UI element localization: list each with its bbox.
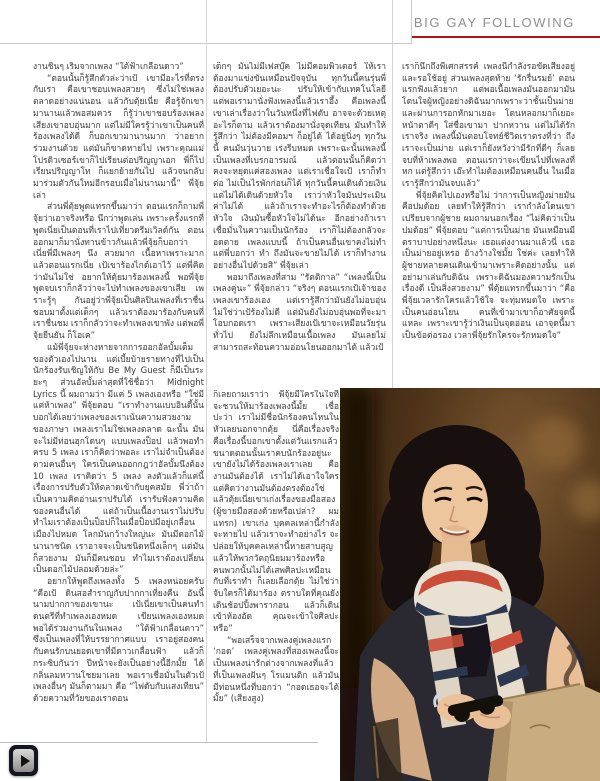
paragraph: งานชิ้นๆ เริ่มจากเพลง “ใต้ฟ้าเกลื่อนดาว”	[33, 62, 184, 72]
artist-photo-illustration	[340, 388, 600, 781]
paragraph: เราก็นึกถึงพี่เศกสรรค์ เพลงนี้กำลังรอขัดเสียงอยู่และรอใช้อยู่ ส่วนเพลงสุดท้าย ‘รักรื่นรมย์’ ตอนแรกฟังแล้วยาก แต่พอเนื้อเพลงมันออกมามันโดนใจผู้หญิงอย่างดิฉันมากเพราะว่าชั้นเป็นม่ายและผ่านการอกหักมาเยอะ โดนหลอกมาก็เยอะ หน้าตาดีๆ ใส่ชื่อเขามา ปากหวาน แต่ไม่ได้รักเราจริง เพลงนี้มันตอบโจทย์ชีวิตเราตรงที่ว่า ถึงเราจะเป็นม่าย แต่เราก็ยังหวังว่ามีรักที่ดีๆ ก็เลยจบที่ห้าเพลงพอ ตอนแรกว่าจะเขียนไปที่เพลงที่หก แต่รู้สึกว่า เอ๊ะทำไมต้องเหมือนคนอื่น ในเมื่อเรารู้สึกว่ามันจบแล้ว”	[402, 62, 575, 190]
paragraph: ก็เลยถามเราว่า พี่จุ้ยมีใครในใจที่จะชวนให้มาร้องเพลงนี้มั้ย เชื่อปะว่า เราไม่มีชื่อนักร้องคนไหนในหัวเลยนอกจากตุ้ย นี่คือเรื่องจริง คือเรื่องนี้บอกเขาตั้งแต่วันแรกแล้ว ขนาดตอนนั้นเราคบนักร้องอยู่นะ เขายังไม่ได้ร้องเพลงเราเลย คืองานมันต้องได้ เราไม่ได้เอาใจใคร แต่คิดว่างานมันต้องตรงต้องใช่ แล้วตุ้ยเนี่ยเขาเก่งเรื่องของมือสอง (ผู้ขายมือสองด้วยหรือเปล่า? ผมแทรก) เขาเก่ง บุคคลเหล่านี้กำลังจะหายไป แล้วเราจะทำอย่างไร จะปล่อยให้บุคคลเหล่านี้หายสาบสูญแล้วให้พวกวัตถุนิยมมาร้องหรือ คนพวกนั้นไม่ได้เสพศิลปะเหมือนกับที่เราทำ ก็เลยเลือกตุ้ย ไม่ใช่ว่าจับใครก็ได้มาร้อง ตราบใดที่คุณยังเดินช้อปปิ้งพารากอน แล้วก็เดินเข้าห้องอัด คุณจะเข้าใจศิลปะหรือ”	[213, 390, 339, 635]
play-button[interactable]	[9, 745, 38, 776]
paragraph: “ตอนนั้นก็รู้สึกตัวล่ะว่าเป้ เขามีอะไรที่ตรงกับเรา คือเขาชอบเพลงสวยๆ ซึ่งไม่ใช่เพลงตลาดอย่างแน่นอน แล้วกับตุ้ยเนี่ย คือรู้จักเขามานานแล้วพอสมควร ก็รู้ว่าเขาชอบร้องเพลง เสียงเขาอบอุ่นมาก แต่ไม่มีใครรู้ว่าเขาเป็นคนที่ร้องเพลงได้ดี ก็บอกเขามานานมาก ว่าอยากร่วมงานด้วย แต่มันก็ขาดหายไป เพราะคุณแม่โปรดิวเซอร์เขาก็ไปเรียนต่อปริญญาเอก พี่ก็ไปเรียนปริญญาโท ก็แยกย้ายกันไป แล้วจนกลับมาร่วมตัวกันใหม่อีกรอบเมื่อไม่นานมานี้” พี่จุ้ยเล่า	[33, 73, 204, 201]
header-accent-rule	[411, 36, 600, 38]
article-column-2-wide	[213, 62, 386, 388]
column-divider-left	[206, 0, 207, 743]
glass	[370, 718, 402, 781]
article-column-3	[402, 62, 575, 388]
paragraph: แม้พี่จุ้ยจะห่างหายจากการออกอัลบั้มเต็มของตัวเองไปนาน แต่เบี้ยบ้ายรายทางที่ไปเป็นนักร้องรับเชิญให้กับ Be My Guest ก็มีเป็นระยะๆ ส่วนอัลบั้มล่าสุดที่ใช้ชื่อว่า Midnight Lyrics นี้ ผมถามว่า มีแค่ 5 เพลงเองหรือ “ใช่มีแค่ห้าเพลง” พี่จุ้ยตอบ “เราทำงานแบบอินดี้นั้น บอกได้เลยว่าเพลงของเราเน้นความสวยงามของภาษา เพลงเราไม่ใช่เพลงตลาด ฉะนั้น มันจะไม่มีท่อนฮุกโดนๆ แบบเพลงป็อป แล้วพอทำครบ 5 เพลง เราก็คิดว่าพอละ เราไม่จำเป็นต้องตามคนอื่นๆ ใครเป็นคนออกกฎว่าอัลบั้มนึงต้อง 10 เพลง เราคิดว่า 5 เพลง ลงตัวแล้วก็แค่นี้ เรื่องการปรับตัวให้ตลาดเข้ากับยุคสมัย พี่ว่าถ้าเป็นความคิดอ่านเราปรับได้ เรารับฟังความคิดของคนอื่นได้ แต่ถ้าเป็นเนื้องานเราไม่ปรับ ทำไมเราต้องเป็นป็อปก็ในเมื่อป็อปมีอยู่เกลื่อนเมืองไปหมด โลกมันกว้างใหญ่นะ มันมีดอกไม้นานาชนิด เราอาจจะเป็นชนิดหนึ่งเล็กๆ แต่มันก็สวยงาม มันก็มีคนชอบ ทำไมเราต้องเปลี่ยนเป็นดอกไม้ปลอมด้วยล่ะ”	[33, 342, 204, 576]
paragraph: พอมาถึงเพลงที่สาม “รัตติกาล” “เพลงนี้เป็นเพลงคู่นะ” พี่จุ้ยกล่าว “จริงๆ ตอนแรกเป้เจ้าของเพลงเขาร้องเอง แต่เรารู้สึกว่ามันยังไม่อบอุ่น ไม่ใช่ว่าเป้ร้องไม่ดี แต่มันยังไม่อบอุ่นพอที่จะมาโอบกอดเรา เพราะเสียงเป้เขาจะเหมือนวัยรุ่นทั่วไป ยังไม่ลึกเหมือนเนื้อเพลง มันเลยไม่สามารถสะท้อนความอ่อนโยนออกมาได้ แล้วเป้	[213, 272, 386, 353]
page-title: BIG GAY FOLLOWING	[413, 15, 575, 30]
article-column-1	[33, 62, 204, 742]
paragraph: พี่จุ้ยคิดไปเองหรือไม่ ว่าการเป็นหญิงม่ายมันคือปมด้อย เลยทำให้รู้สึกว่า เรากำลังโดนเขาเปรียบจากผู้ชาย ผมถามนอกเรื่อง “ไม่คิดว่าเป็นปมด้อย” พี่จุ้ยตอบ “แต่การเป็นม่าย มันเหมือนมีตราบาปอย่างหนึ่งนะ เธอแต่งงานมาแล้วนี่ เธอเป็นม่ายอยู่เหรอ อ้างว้างใช่มั้ย ใช่ค่ะ เลยทำให้ผู้ชายหลายคนเดินเข้ามาเพราะคิดอย่างนั้น แต่อย่ามาเล่นกับดิฉัน เพราะดิฉันมองความรักเป็นเรื่องดี เป็นสิ่งสวยงาม” พี่ตุ้ยแทรกขึ้นมาว่า “คือพี่จุ้ยเวลารักใครแล้วใช้ใจ จะทุ่มหมดใจ เพราะเป็นคนอ่อนโยน คนที่เข้ามาเขาก็อาศัยจุดนี้แหละ เพราะเขารู้ว่าเงินเป็นจุดอ่อน เอาจุดนี้มาเป็นข้อต่อรอง เวลาพี่จุ้ยรักใครจะรักหมดใจ”	[402, 190, 575, 342]
artist-photo	[340, 388, 600, 781]
paragraph: ส่วนพี่ตุ้ยพูดแทรกขึ้นมาว่า ตอนแรกก็ถามพี่จุ้ยว่าเอาจริงหรือ นึกว่าพูดเล่น เพราะครั้งแรกที่พูดเนี่ยเป็นตอนที่เราไปเที่ยวดรีมเวิลด์กัน ตอนออกมาก็มานั่งทานข้าวกันแล้วพี่จุ้ยก็บอกว่า เนี่ยพี่มีเพลงๆ นึง สวยมาก เนื้อหาเพราะมาก แล้วตอนแรกเนี่ย เป้เขาร้องไกด์เอาไว้ แต่พี่คิดว่ามันไม่ใช่ อยากให้ตุ้ยมาร้องเพลงนี้ พอพี่จุ้ยพูดจบเราก็กลัวว่าจะไปทำเพลงของเขาเสีย เพราะรู้ๆ กันอยู่ว่าพี่จุ้ยเป็นศิลปินเพลงที่เราชื่นชอบมาตั้งแต่เด็กๆ แล้วเราต้องมาร้องกับคนที่เราชื่นชม เราก็กลัวว่าจะทำเพลงเขาพัง แต่พอพี่จุ้ยยืนยัน ก็โอเค”	[33, 202, 204, 342]
wooden-box	[488, 684, 600, 781]
footer-rule	[0, 742, 318, 743]
play-icon	[13, 749, 34, 772]
paragraph: “พอเสร็จจากเพลงคู่เพลงแรก ‘กอด’ เพลงคู่เพลงที่สองเพลงนี้จะเป็นเพลงน่ารักต่างจากเพลงที่แล้วที่เป็นเพลงฝันๆ โรแมนติก แล้วมันมีท่อนหนึ่งที่บอกว่า “กอดเธอจะได้มั้ย” (เสียงสูง)	[213, 635, 339, 705]
header-rule-vertical	[411, 0, 412, 44]
column-divider-right	[392, 0, 393, 388]
paragraph: อยากให้พูดถึงเพลงทั้ง 5 เพลงหน่อยครับ “คือเป้ ดินสอสำราญกับปากกาเที่ยงคืน อันนี้นามปากกาของเขานะ เป้เนี่ยเขาเป็นคนทำดนตรีที่ทำเพลงเองหมด เขียนเพลงเองหมด พอได้ร่วมงานกันในเพลง “ใต้ฟ้าเกลื่อนดาว” ซึ่งเป็นเพลงที่ให้บรรยากาศแบบ เราอยู่สองคนกับคนรักบนยอดเขาที่มีดาวเกลื่อนฟ้า แล้วก็กระซิบกันว่า ปีหน้าจะยังเป็นอย่างนี้อีกมั้ย ได้กลิ่นลมหวานโชยมาเลย พอเราเชื่อมั่นในตัวเป้ เพลงอื่นๆ มันก็ตามมา คือ “ไฟดับกับแสงเทียน” ด้วยความที่วัยของเราตอน	[33, 576, 204, 704]
article-column-2-narrow	[213, 390, 339, 740]
paragraph: เด็กๆ มันไม่มีเฟสบุ๊ค ไม่มีคอมพิวเตอร์ ให้เราต้องมาแข่งขันเหมือนปัจจุบัน ทุกวันนี้คนรุ่นพี่ต้องปรับตัวเยอะนะ ปรับให้เข้ากับเทคโนโลยี แต่พอเรามานั่งฟังเพลงนี้แล้วเราอึ้ง คือเพลงนี้เขาเล่าเรื่องว่าในวันหนึ่งที่ไฟดับ อาจจะด้วยเหตุอะไรก็ตาม แล้วเราต้องมานั่งจุดเทียน มันทำให้รู้สึกว่า ไม่ต้องมีคอมฯ ก็อยู่ได้ ได้อยู่นิ่งๆ ทุกวันนี้ คนมันวุ่นวาย เร่งรีบหมด เพราะฉะนั้นเพลงนี้เป็นเพลงที่เบรกอารมณ์ แล้วตอนนั้นก็คิดว่าคงจะหยุดแค่สองเพลง แต่เราเชื่อใจเป้ เราก็ทำต่อ ไม่เป็นไรพักก่อนก็ได้ ทุกวันนี้คนเดินด้วยเงิน แต่ไม่ได้เดินด้วยหัวใจ เราว่าหัวใจมันประเมินค่าไม่ได้ แล้วถ้าเราจะทำอะไรก็ต้องทำด้วยหัวใจ เงินมันซื้อหัวใจไม่ได้นะ อีกอย่างถ้าเราเชื่อมั่นในความเป็นนักร้อง เราก็ไม่ต้องกลัวจะอดตาย เพลงแบบนี้ ถ้าเป็นคนอื่นเขาคงไม่ทำ แต่พี่บอกว่า ทำ ถึงมันจะขายไม่ได้ เราก็ทำงานอย่างอื่นไปด้วยสิ” พี่จุ้ยเล่า	[213, 62, 386, 271]
